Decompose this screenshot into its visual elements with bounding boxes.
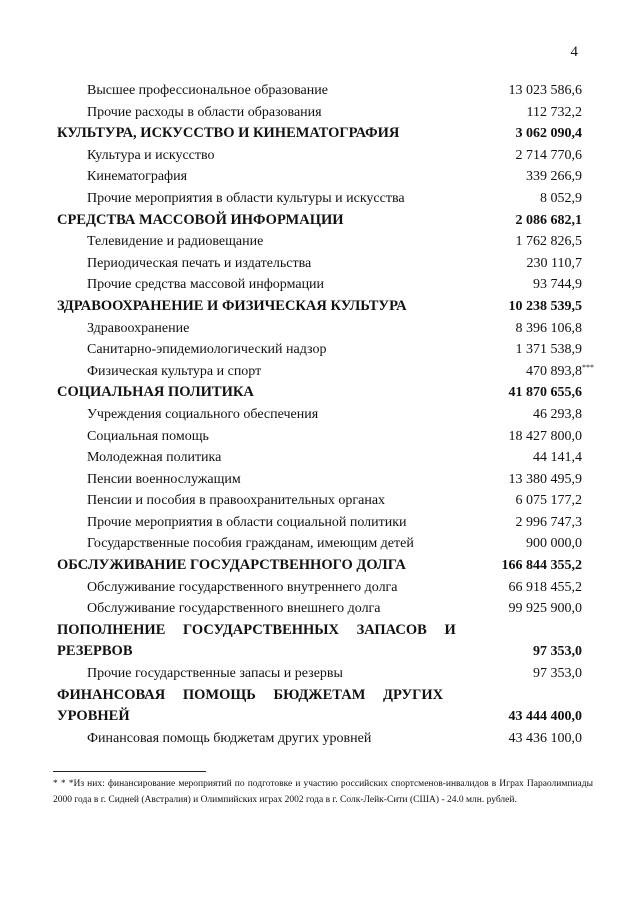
item-label: Культура и искусство	[87, 147, 215, 163]
value-text: 10 238 539,5	[508, 298, 582, 314]
value-text: 13 380 495,9	[508, 471, 582, 487]
value-text: 2 714 770,6	[515, 147, 582, 163]
section-row	[0, 210, 640, 232]
value-text: 2 996 747,3	[515, 514, 582, 530]
item-value	[540, 188, 582, 210]
section-row	[0, 685, 640, 707]
budget-table	[0, 80, 640, 749]
table-row	[0, 469, 640, 491]
table-row	[0, 231, 640, 253]
section-total	[509, 296, 583, 318]
item-label: Пенсии и пособия в правоохранительных органах	[87, 493, 386, 509]
item-value	[533, 274, 582, 296]
item-label: Молодежная политика	[87, 450, 222, 466]
table-row	[0, 339, 640, 361]
item-label: Телевидение и радиовещание	[87, 234, 264, 250]
item-label: Прочие мероприятия в области культуры и искусства	[87, 190, 405, 206]
value-text: 44 141,4	[533, 450, 582, 466]
item-label: Здравоохранение	[87, 320, 190, 336]
item-label: Прочие мероприятия в области социальной политики	[87, 514, 407, 530]
item-label: Физическая культура и спорт	[87, 363, 262, 379]
section-total	[516, 210, 583, 232]
section-row	[0, 555, 640, 577]
value-text: 8 396 106,8	[515, 320, 582, 336]
table-row	[0, 663, 640, 685]
item-label: Обслуживание государственного внутреннего долга	[87, 579, 398, 595]
item-value	[509, 728, 583, 750]
table-row	[0, 145, 640, 167]
item-value	[509, 469, 583, 491]
value-text: 1 371 538,9	[515, 342, 582, 358]
section-title: СРЕДСТВА МАССОВОЙ ИНФОРМАЦИИ	[57, 211, 344, 228]
item-value	[527, 253, 582, 275]
section-title: РЕЗЕРВОВ	[57, 643, 133, 660]
section-title: ФИНАНСОВАЯ ПОМОЩЬ БЮДЖЕТАМ ДРУГИХ	[57, 686, 444, 703]
section-row	[0, 620, 640, 642]
table-row	[0, 166, 640, 188]
item-value	[516, 512, 583, 534]
value-text: 46 293,8	[533, 406, 582, 422]
footnote-divider	[53, 771, 206, 772]
section-title: ПОПОЛНЕНИЕ ГОСУДАРСТВЕННЫХ ЗАПАСОВ И	[57, 621, 456, 638]
item-label: Прочие государственные запасы и резервы	[87, 666, 343, 682]
value-text: 43 436 100,0	[508, 730, 582, 746]
table-row	[0, 598, 640, 620]
section-row	[0, 641, 640, 663]
value-text: 97 353,0	[533, 644, 582, 660]
item-label: Высшее профессиональное образование	[87, 83, 328, 98]
value-text: 470 893,8	[526, 363, 582, 379]
value-text: 66 918 455,2	[508, 579, 582, 595]
value-text: 13 023 586,6	[508, 83, 582, 98]
section-total	[509, 382, 583, 404]
table-row	[0, 274, 640, 296]
value-text: 900 000,0	[526, 536, 582, 552]
footnote: * * *Из них: финансирование мероприятий по подготовке и участию российских спортсменов-инвалидов в Играх Параолимпиады 2000 года в г. Сидней (Австралия) и Олимпийских играх 2002 года в г. Солк-Лейк-Сити (США) - 24.0 млн. рублей.	[53, 779, 593, 805]
value-text: 8 052,9	[540, 190, 582, 206]
value-text: 339 266,9	[526, 169, 582, 185]
table-row	[0, 404, 640, 426]
table-row	[0, 188, 640, 210]
table-row	[0, 253, 640, 275]
item-value	[509, 80, 583, 102]
item-value	[516, 318, 583, 340]
item-label: Пенсии военнослужащим	[87, 471, 241, 487]
item-value	[516, 145, 583, 167]
table-row	[0, 318, 640, 340]
section-total	[509, 706, 583, 728]
item-label: Обслуживание государственного внешнего долга	[87, 601, 381, 617]
table-row	[0, 361, 640, 383]
table-row	[0, 490, 640, 512]
item-value	[526, 166, 582, 188]
value-text: 230 110,7	[526, 255, 582, 271]
item-value	[533, 663, 582, 685]
section-row	[0, 382, 640, 404]
section-total	[533, 641, 582, 663]
item-value	[533, 447, 582, 469]
item-label: Санитарно-эпидемиологический надзор	[87, 342, 327, 358]
section-total	[502, 555, 583, 577]
section-title: КУЛЬТУРА, ИСКУССТВО И КИНЕМАТОГРАФИЯ	[57, 125, 400, 142]
value-text: 2 086 682,1	[515, 212, 582, 228]
item-label: Социальная помощь	[87, 428, 209, 444]
section-title: ОБСЛУЖИВАНИЕ ГОСУДАРСТВЕННОГО ДОЛГА	[57, 557, 406, 574]
section-title: ЗДРАВООХРАНЕНИЕ И ФИЗИЧЕСКАЯ КУЛЬТУРА	[57, 297, 407, 314]
value-text: 112 732,2	[526, 104, 582, 120]
page-number: 4	[570, 44, 578, 60]
table-row	[0, 728, 640, 750]
item-value	[516, 231, 583, 253]
item-label: Прочие расходы в области образования	[87, 104, 322, 120]
section-total	[516, 123, 583, 145]
section-row	[0, 706, 640, 728]
item-label: Государственные пособия гражданам, имеющим детей	[87, 536, 414, 552]
value-text: 18 427 800,0	[508, 428, 582, 444]
table-row	[0, 426, 640, 448]
footnote-marker: ***	[582, 362, 594, 372]
item-value	[509, 426, 583, 448]
item-label: Периодическая печать и издательства	[87, 255, 312, 271]
value-text: 1 762 826,5	[515, 234, 582, 250]
item-value	[527, 102, 582, 124]
table-row	[0, 102, 640, 124]
value-text: 99 925 900,0	[508, 601, 582, 617]
value-text: 166 844 355,2	[501, 558, 582, 574]
table-row	[0, 80, 640, 102]
item-label: Финансовая помощь бюджетам других уровней	[87, 730, 372, 746]
value-text: 6 075 177,2	[515, 493, 582, 509]
item-value	[516, 490, 583, 512]
item-label: Кинематография	[87, 169, 188, 185]
item-value	[509, 598, 583, 620]
item-value	[533, 404, 582, 426]
table-row	[0, 533, 640, 555]
value-text: 41 870 655,6	[508, 385, 582, 401]
table-row	[0, 512, 640, 534]
value-text: 43 444 400,0	[508, 709, 582, 725]
item-value	[526, 533, 582, 555]
item-label: Учреждения социального обеспечения	[87, 406, 319, 422]
value-text: 97 353,0	[533, 666, 582, 682]
section-row	[0, 123, 640, 145]
item-label: Прочие средства массовой информации	[87, 277, 325, 293]
value-text: 3 062 090,4	[515, 126, 582, 142]
item-value	[509, 577, 583, 599]
section-title: УРОВНЕЙ	[57, 708, 130, 725]
table-row	[0, 577, 640, 599]
section-title: СОЦИАЛЬНАЯ ПОЛИТИКА	[57, 384, 254, 401]
item-value	[516, 339, 583, 361]
value-text: 93 744,9	[533, 277, 582, 293]
table-row	[0, 447, 640, 469]
section-row	[0, 296, 640, 318]
item-value	[526, 361, 594, 383]
